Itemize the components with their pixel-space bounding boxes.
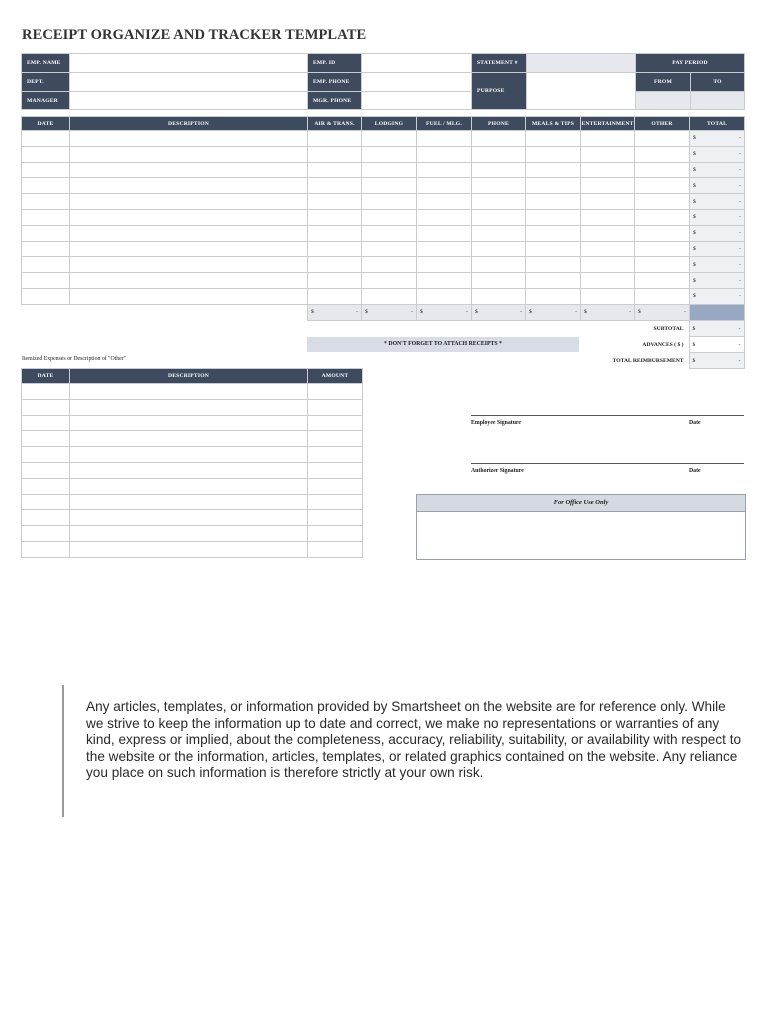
expense-cell[interactable] [362,225,417,241]
expense-cell[interactable] [581,257,635,273]
expense-cell[interactable] [70,288,308,304]
expense-cell[interactable] [472,209,526,225]
expense-cell[interactable] [417,273,472,289]
emp-id-label: EMP. ID [308,54,362,73]
itemized-cell[interactable] [22,541,70,557]
row-total-cell: $ - [690,241,745,257]
expense-cell[interactable] [22,225,70,241]
column-total-cell: $ - [526,304,581,320]
column-totals-row [22,304,745,320]
expense-row [22,225,745,241]
expense-cell[interactable] [308,273,362,289]
expense-cell[interactable] [308,241,362,257]
expense-cell[interactable] [22,257,70,273]
expense-cell[interactable] [581,194,635,210]
expense-cell[interactable] [308,209,362,225]
col-meals: MEALS & TIPS [526,117,581,131]
expense-cell[interactable] [70,178,308,194]
advances-label: ADVANCES ( $ ) [642,341,684,348]
dept-label: DEPT. [22,73,70,92]
itemized-row [22,510,363,526]
statement-field[interactable] [527,54,636,73]
expense-cell[interactable] [308,178,362,194]
column-total-cell: $ - [635,304,690,320]
expense-cell[interactable] [308,288,362,304]
itemized-row [22,462,363,478]
expense-row [22,131,745,147]
itemized-cell[interactable] [308,510,363,526]
emp-phone-label: EMP. PHONE [308,73,362,92]
expense-cell[interactable] [635,178,690,194]
itemized-cell[interactable] [70,431,308,447]
expense-cell[interactable] [70,162,308,178]
employee-signature-label: Employee Signature [471,420,521,426]
itemized-cell[interactable] [70,510,308,526]
itemized-cell[interactable] [308,399,363,415]
manager-label: MANAGER [22,92,70,110]
col-other: OTHER [635,117,690,131]
row-total-cell: $ - [690,178,745,194]
expense-header-row [22,117,745,131]
itemized-cell[interactable] [70,399,308,415]
pay-period-label: PAY PERIOD [636,54,745,73]
expense-row [22,273,745,289]
expense-cell[interactable] [526,209,581,225]
itemized-cell[interactable] [22,510,70,526]
expense-row [22,146,745,162]
expense-cell[interactable] [417,209,472,225]
expense-cell[interactable] [22,288,70,304]
expense-cell[interactable] [635,146,690,162]
expense-cell[interactable] [526,194,581,210]
itemized-cell[interactable] [308,541,363,557]
itemized-col-description: DESCRIPTION [70,369,308,384]
itemized-cell[interactable] [22,431,70,447]
expense-cell[interactable] [635,288,690,304]
expense-cell[interactable] [526,178,581,194]
itemized-cell[interactable] [308,526,363,542]
expense-cell[interactable] [417,241,472,257]
expense-cell[interactable] [526,146,581,162]
from-field[interactable] [636,92,691,110]
itemized-cell[interactable] [308,494,363,510]
to-field[interactable] [691,92,745,110]
expense-cell[interactable] [362,146,417,162]
expense-row [22,178,745,194]
expense-cell[interactable] [70,273,308,289]
expense-cell[interactable] [472,225,526,241]
col-lodging: LODGING [362,117,417,131]
expense-cell[interactable] [472,146,526,162]
expense-row [22,241,745,257]
total-reimbursement-value: $ - [689,353,744,369]
row-total-cell: $ - [690,146,745,162]
expense-cell[interactable] [526,241,581,257]
itemized-cell[interactable] [22,478,70,494]
expense-cell[interactable] [635,241,690,257]
authorizer-signature-label: Authorizer Signature [471,468,524,474]
expense-cell[interactable] [308,131,362,147]
itemized-row [22,478,363,494]
itemized-cell[interactable] [70,541,308,557]
expense-cell[interactable] [362,194,417,210]
row-total-cell: $ - [690,225,745,241]
col-total: TOTAL [690,117,745,131]
expense-cell[interactable] [417,162,472,178]
expense-cell[interactable] [362,257,417,273]
expense-cell[interactable] [581,225,635,241]
itemized-table [21,368,363,558]
expense-cell[interactable] [526,273,581,289]
expense-cell[interactable] [362,273,417,289]
expense-cell[interactable] [526,225,581,241]
expense-cell[interactable] [472,162,526,178]
expense-cell[interactable] [417,178,472,194]
expense-cell[interactable] [22,131,70,147]
expense-cell[interactable] [581,146,635,162]
itemized-cell[interactable] [22,447,70,463]
summary-table [592,320,745,369]
col-date: DATE [22,117,70,131]
emp-name-field[interactable] [70,54,308,73]
disclaimer-text: Any articles, templates, or information provided by Smartsheet on the website are for reference only. While we strive to keep the information up to date and correct, we make no representations or warranties of any kind, express or implied, about the completeness, accuracy, reliability, suitability, or availability with respect to the website or the information, articles, templates, or related graphics contained on the website. Any reliance you place on such information is therefore strictly at your own risk. [62,685,742,817]
total-reimbursement-label: TOTAL REIMBURSEMENT [612,357,684,364]
expense-cell[interactable] [581,273,635,289]
expense-cell[interactable] [308,162,362,178]
expense-cell[interactable] [22,209,70,225]
expense-cell[interactable] [635,194,690,210]
expense-cell[interactable] [526,257,581,273]
itemized-col-date: DATE [22,369,70,384]
expense-cell[interactable] [70,131,308,147]
row-total-cell: $ - [690,131,745,147]
subtotal-value: $ - [689,321,744,337]
column-total-cell: $ - [417,304,472,320]
office-use-area[interactable] [417,512,745,559]
itemized-row [22,431,363,447]
itemized-cell[interactable] [70,526,308,542]
expense-row [22,209,745,225]
expense-cell[interactable] [635,162,690,178]
emp-id-field[interactable] [362,54,472,73]
expense-cell[interactable] [22,162,70,178]
col-description: DESCRIPTION [70,117,308,131]
col-phone: PHONE [472,117,526,131]
employee-info-table [21,53,745,110]
expense-cell[interactable] [417,146,472,162]
itemized-row [22,494,363,510]
itemized-cell[interactable] [70,478,308,494]
itemized-cell[interactable] [308,478,363,494]
expense-cell[interactable] [472,178,526,194]
expense-cell[interactable] [581,288,635,304]
expense-row [22,288,745,304]
itemized-cell[interactable] [70,462,308,478]
mgr-phone-label: MGR. PHONE [308,92,362,110]
expense-cell[interactable] [417,288,472,304]
purpose-field[interactable] [527,73,636,110]
to-label: TO [691,73,745,92]
spacer-cell [22,304,70,320]
expense-cell[interactable] [22,178,70,194]
itemized-cell[interactable] [70,447,308,463]
expense-cell[interactable] [581,209,635,225]
itemized-cell[interactable] [70,494,308,510]
expense-cell[interactable] [22,241,70,257]
itemized-cell[interactable] [308,447,363,463]
expense-cell[interactable] [472,241,526,257]
subtotal-label: SUBTOTAL [653,325,684,332]
row-total-cell: $ - [690,162,745,178]
expense-cell[interactable] [581,131,635,147]
manager-field[interactable] [70,92,308,110]
expense-cell[interactable] [362,131,417,147]
expense-cell[interactable] [70,209,308,225]
expense-cell[interactable] [581,178,635,194]
expense-cell[interactable] [417,194,472,210]
expense-cell[interactable] [308,225,362,241]
expense-row [22,257,745,273]
expense-cell[interactable] [362,241,417,257]
itemized-cell[interactable] [22,399,70,415]
authorizer-signature-line[interactable] [471,463,744,464]
advances-value[interactable]: $ - [689,337,744,353]
itemized-cell[interactable] [22,526,70,542]
expense-cell[interactable] [635,257,690,273]
expense-cell[interactable] [308,257,362,273]
from-label: FROM [636,73,691,92]
row-total-cell: $ - [690,288,745,304]
expense-cell[interactable] [70,257,308,273]
expense-cell[interactable] [581,162,635,178]
expense-cell[interactable] [526,162,581,178]
expense-cell[interactable] [472,194,526,210]
itemized-cell[interactable] [308,462,363,478]
employee-date-label: Date [689,420,701,426]
row-total-cell: $ - [690,209,745,225]
itemized-cell[interactable] [308,431,363,447]
expense-cell[interactable] [362,162,417,178]
grand-total-cell [690,304,745,320]
column-total-cell: $ - [308,304,362,320]
expense-cell[interactable] [472,288,526,304]
col-air-trans: AIR & TRANS. [308,117,362,131]
itemized-cell[interactable] [22,415,70,431]
expense-cell[interactable] [472,257,526,273]
expense-cell[interactable] [308,146,362,162]
spacer-cell [70,304,308,320]
row-total-cell: $ - [690,273,745,289]
expense-cell[interactable] [526,288,581,304]
column-total-cell: $ - [362,304,417,320]
expense-cell[interactable] [362,288,417,304]
itemized-row [22,447,363,463]
expense-table [21,116,745,321]
itemized-row [22,384,363,400]
itemized-row [22,526,363,542]
col-entertainment: ENTERTAINMENT [581,117,635,131]
expense-cell[interactable] [526,131,581,147]
expense-cell[interactable] [22,194,70,210]
employee-signature-line[interactable] [471,415,744,416]
itemized-cell[interactable] [308,384,363,400]
expense-cell[interactable] [22,273,70,289]
office-use-header: For Office Use Only [417,495,745,512]
itemized-cell[interactable] [70,384,308,400]
expense-cell[interactable] [417,257,472,273]
itemized-cell[interactable] [70,415,308,431]
column-total-cell: $ - [581,304,635,320]
attach-receipts-reminder: * DON'T FORGET TO ATTACH RECEIPTS * [307,337,579,352]
expense-cell[interactable] [581,241,635,257]
authorizer-date-label: Date [689,468,701,474]
expense-cell[interactable] [70,241,308,257]
emp-name-label: EMP. NAME [22,54,70,73]
expense-cell[interactable] [635,273,690,289]
emp-phone-field[interactable] [362,73,472,92]
expense-cell[interactable] [362,209,417,225]
expense-cell[interactable] [22,146,70,162]
dept-field[interactable] [70,73,308,92]
row-total-cell: $ - [690,257,745,273]
row-total-cell: $ - [690,194,745,210]
column-total-cell: $ - [472,304,526,320]
expense-cell[interactable] [472,273,526,289]
office-use-box [416,494,746,560]
expense-cell[interactable] [308,194,362,210]
itemized-row [22,415,363,431]
itemized-cell[interactable] [22,494,70,510]
itemized-row [22,541,363,557]
expense-cell[interactable] [70,225,308,241]
expense-cell[interactable] [635,225,690,241]
expense-row [22,162,745,178]
expense-cell[interactable] [70,146,308,162]
itemized-cell[interactable] [308,415,363,431]
expense-cell[interactable] [635,209,690,225]
expense-cell[interactable] [417,131,472,147]
itemized-cell[interactable] [22,384,70,400]
itemized-col-amount: AMOUNT [308,369,363,384]
expense-cell[interactable] [362,178,417,194]
statement-label: STATEMENT # [472,54,527,73]
page-title: RECEIPT ORGANIZE AND TRACKER TEMPLATE [22,27,367,43]
mgr-phone-field[interactable] [362,92,472,110]
itemized-row [22,399,363,415]
col-fuel: FUEL / MLG. [417,117,472,131]
expense-cell[interactable] [635,131,690,147]
expense-row [22,194,745,210]
itemized-note: Itemized Expenses or Description of "Other" [22,356,127,362]
expense-cell[interactable] [417,225,472,241]
itemized-cell[interactable] [22,462,70,478]
purpose-label: PURPOSE [472,73,527,110]
expense-cell[interactable] [70,194,308,210]
expense-cell[interactable] [472,131,526,147]
